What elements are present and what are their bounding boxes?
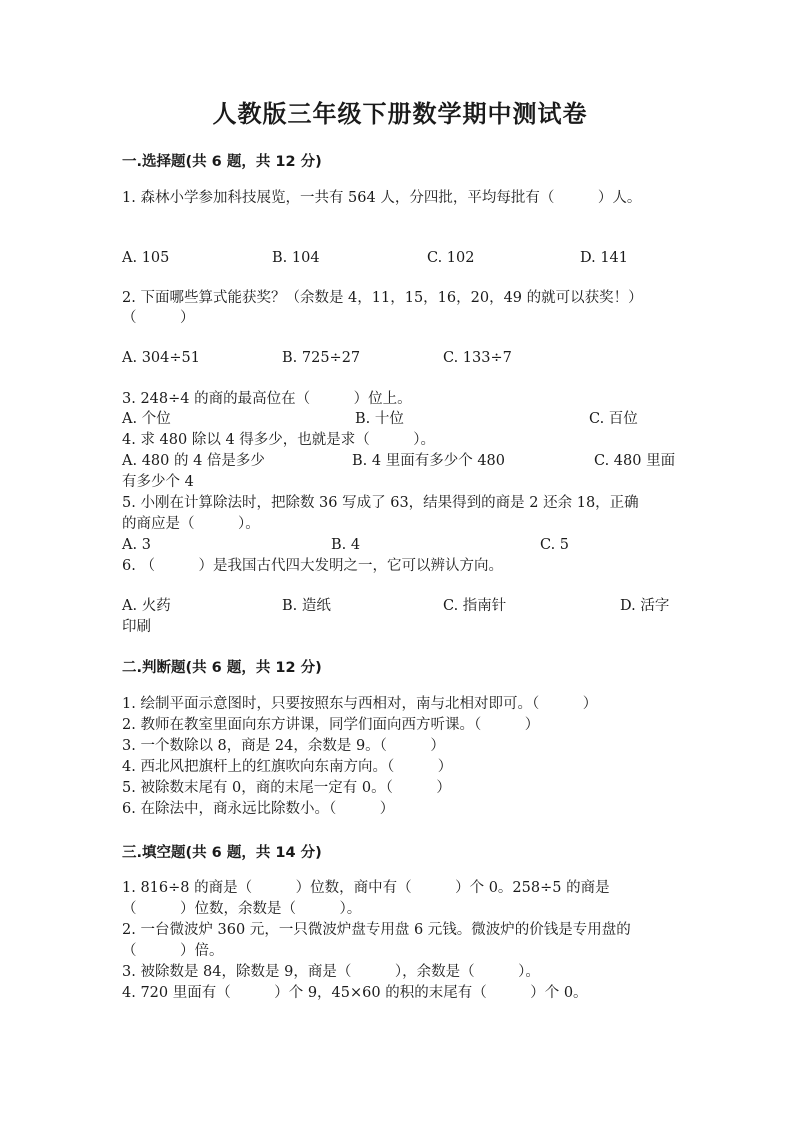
judgement-item: 6. 在除法中，商永远比除数小。（ ） <box>122 801 395 817</box>
option-a: A. 480 的 4 倍是多少 <box>122 453 265 469</box>
judgement-item: 3. 一个数除以 8，商是 24，余数是 9。（ ） <box>122 738 445 754</box>
judgement-item: 1. 绘制平面示意图时，只要按照东与西相对，南与北相对即可。（ ） <box>122 696 598 712</box>
section-heading-choice: 一.选择题(共 6 题，共 12 分) <box>122 154 322 170</box>
judgement-item: 5. 被除数末尾有 0，商的末尾一定有 0。（ ） <box>122 780 451 796</box>
option-d: D. 141 <box>580 250 629 266</box>
option-cont: 印刷 <box>122 619 151 635</box>
option-b: B. 725÷27 <box>282 350 361 366</box>
option-c: C. 102 <box>427 250 475 266</box>
option-a: A. 火药 <box>122 598 171 614</box>
option-b: B. 十位 <box>355 411 404 427</box>
fill-item: 2. 一台微波炉 360 元，一只微波炉盘专用盘 6 元钱。微波炉的价钱是专用盘的 <box>122 922 631 938</box>
question-stem-cont: （ ） <box>122 310 195 326</box>
question-stem: 5. 小刚在计算除法时，把除数 36 写成了 63，结果得到的商是 2 还余 18，正确 <box>122 495 639 511</box>
fill-item: 1. 816÷8 的商是（ ）位数，商中有（ ）个 0。258÷5 的商是 <box>122 880 610 896</box>
option-c: C. 百位 <box>589 411 638 427</box>
option-b: B. 104 <box>272 250 320 266</box>
judgement-item: 2. 教师在教室里面向东方讲课，同学们面向西方听课。（ ） <box>122 717 540 733</box>
question-stem: 1. 森林小学参加科技展览，一共有 564 人，分四批，平均每批有（ ）人。 <box>122 190 642 206</box>
question-stem: 2. 下面哪些算式能获奖？（余数是 4，11，15，16，20，49 的就可以获奖！） <box>122 290 643 306</box>
section-heading-fill: 三.填空题(共 6 题，共 14 分) <box>122 845 322 861</box>
option-cont: 有多少个 4 <box>122 474 194 490</box>
fill-item-cont: （ ）倍。 <box>122 943 224 959</box>
fill-item: 4. 720 里面有（ ）个 9，45×60 的积的末尾有（ ）个 0。 <box>122 985 588 1001</box>
option-c: C. 480 里面 <box>594 453 676 469</box>
option-a: A. 3 <box>122 537 151 553</box>
section-heading-judgement: 二.判断题(共 6 题，共 12 分) <box>122 660 322 676</box>
page-title: 人教版三年级下册数学期中测试卷 <box>212 100 588 128</box>
option-b: B. 4 里面有多少个 480 <box>352 453 505 469</box>
question-stem: 4. 求 480 除以 4 得多少，也就是求（ ）。 <box>122 432 436 448</box>
option-a: A. 304÷51 <box>122 350 200 366</box>
option-c: C. 指南针 <box>443 598 507 614</box>
fill-item-cont: （ ）位数，余数是（ ）。 <box>122 901 362 917</box>
option-b: B. 4 <box>331 537 361 553</box>
option-c: C. 133÷7 <box>443 350 512 366</box>
question-stem-cont: 的商应是（ ）。 <box>122 516 260 532</box>
option-a: A. 个位 <box>122 411 171 427</box>
judgement-item: 4. 西北风把旗杆上的红旗吹向东南方向。（ ） <box>122 759 453 775</box>
option-a: A. 105 <box>122 250 170 266</box>
option-c: C. 5 <box>540 537 570 553</box>
question-stem: 6. （ ）是我国古代四大发明之一，它可以辨认方向。 <box>122 558 503 574</box>
fill-item: 3. 被除数是 84，除数是 9，商是（ ），余数是（ ）。 <box>122 964 540 980</box>
option-b: B. 造纸 <box>282 598 331 614</box>
question-stem: 3. 248÷4 的商的最高位在（ ）位上。 <box>122 391 412 407</box>
option-d: D. 活字 <box>620 598 670 614</box>
